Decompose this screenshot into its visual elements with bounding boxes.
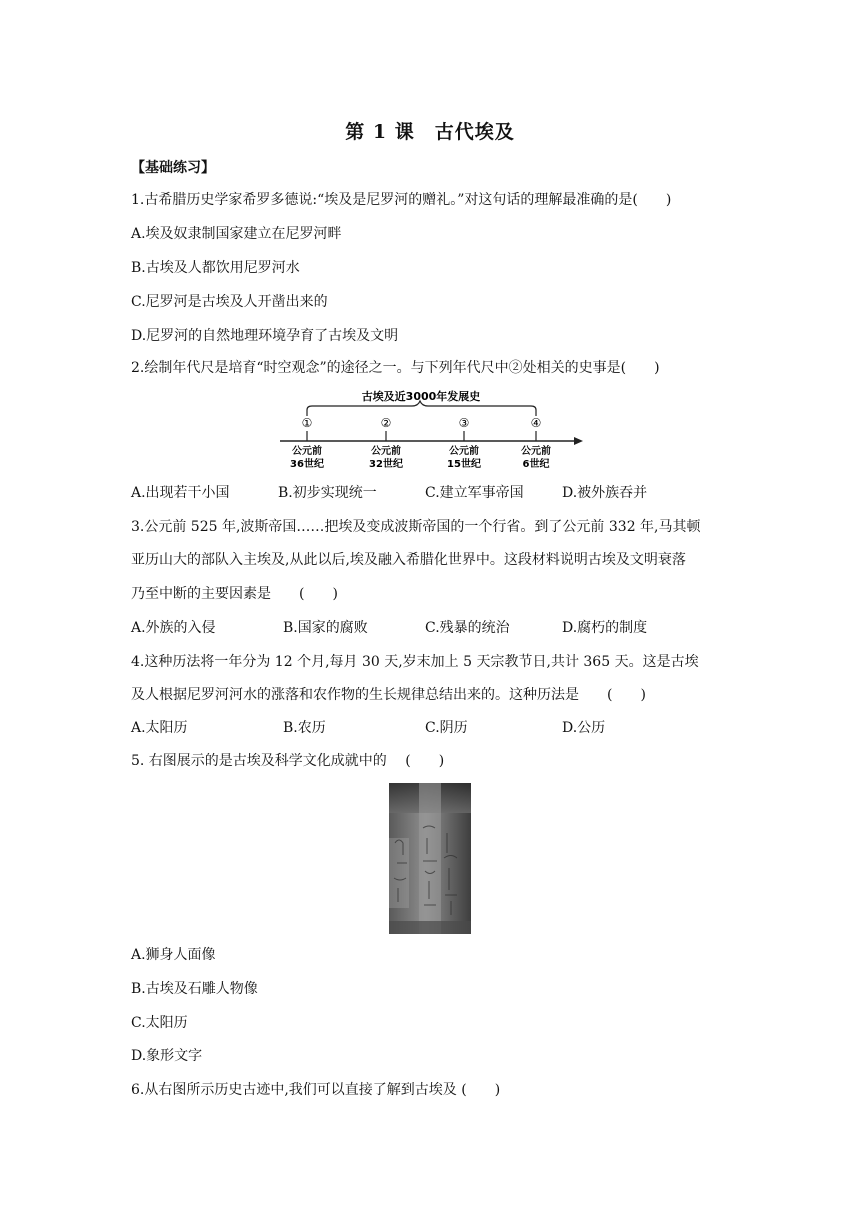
q3-stem-line-3: 乃至中断的主要因素是 ( ) [131, 586, 338, 602]
q1-stem: 1.古希腊历史学家希罗多德说:“埃及是尼罗河的赠礼。”对这句话的理解最准确的是( ) [131, 192, 672, 208]
timeline-label2-1: 36世纪 [290, 459, 324, 470]
q1-option-d: D.尼罗河的自然地理环境孕育了古埃及文明 [131, 328, 399, 344]
q1-option-b: B.古埃及人都饮用尼罗河水 [131, 260, 300, 276]
q4-option-d: D.公历 [562, 720, 606, 736]
q5-option-b: B.古埃及石雕人物像 [131, 981, 258, 997]
timeline-label2-2: 32世纪 [369, 459, 403, 470]
timeline-label2-4: 6世纪 [522, 459, 550, 470]
q1-option-c: C.尼罗河是古埃及人开凿出来的 [131, 294, 328, 310]
carved-pillar-photo [389, 783, 471, 934]
timeline-mark-1 [290, 416, 324, 470]
q2-option-d: D.被外族吞并 [562, 485, 648, 501]
timeline-diagram [278, 386, 588, 474]
timeline-mark-3 [447, 416, 481, 470]
q6-stem: 6.从右图所示历史古迹中,我们可以直接了解到古埃及 ( ) [131, 1082, 501, 1098]
q5-option-a: A.狮身人面像 [131, 947, 216, 963]
q3-option-a: A.外族的入侵 [131, 620, 216, 636]
q3-option-d: D.腐朽的制度 [562, 620, 648, 636]
timeline-label1-4: 公元前 [521, 446, 551, 457]
q4-option-b: B.农历 [283, 720, 326, 736]
q3-stem-line-1: 3.公元前 525 年,波斯帝国……把埃及变成波斯帝国的一个行省。到了公元前 332 年,马其顿 [131, 519, 701, 535]
timeline-num-2: ② [380, 416, 392, 430]
timeline-label2-3: 15世纪 [447, 459, 481, 470]
q2-option-b: B.初步实现统一 [278, 485, 377, 501]
q1-option-a: A.埃及奴隶制国家建立在尼罗河畔 [131, 226, 342, 242]
q4-option-a: A.太阳历 [131, 720, 188, 736]
q3-option-c: C.残暴的统治 [425, 620, 510, 636]
q4-stem-line-2: 及人根据尼罗河河水的涨落和农作物的生长规律总结出来的。这种历法是 ( ) [131, 687, 646, 703]
timeline-num-3: ③ [458, 416, 470, 430]
q5-option-d: D.象形文字 [131, 1048, 203, 1064]
q5-stem: 5. 右图展示的是古埃及科学文化成就中的 ( ) [131, 753, 445, 769]
timeline-num-1: ① [301, 416, 313, 430]
timeline-num-4: ④ [530, 416, 542, 430]
q5-option-c: C.太阳历 [131, 1015, 188, 1031]
q2-option-c: C.建立军事帝国 [425, 485, 524, 501]
page-title: 第 1 课 古代埃及 [345, 121, 515, 143]
q3-option-b: B.国家的腐败 [283, 620, 368, 636]
q4-option-c: C.阴历 [425, 720, 468, 736]
timeline-mark-4 [521, 416, 551, 470]
timeline-title: 古埃及近3000年发展史 [361, 390, 481, 403]
timeline-arrow [574, 437, 583, 445]
timeline-label1-2: 公元前 [371, 446, 401, 457]
timeline-label1-3: 公元前 [449, 446, 479, 457]
q4-stem-line-1: 4.这种历法将一年分为 12 个月,每月 30 天,岁末加上 5 天宗教节日,共计 365 天。这是古埃 [131, 654, 699, 670]
timeline-mark-2 [369, 416, 403, 470]
timeline-brace [307, 401, 536, 416]
q2-stem: 2.绘制年代尺是培育“时空观念”的途径之一。与下列年代尺中②处相关的史事是( ) [131, 360, 660, 376]
section-heading: 【基础练习】 [131, 160, 215, 176]
timeline-label1-1: 公元前 [292, 446, 322, 457]
q3-stem-line-2: 亚历山大的部队入主埃及,从此以后,埃及融入希腊化世界中。这段材料说明古埃及文明衰落 [131, 552, 686, 568]
q2-option-a: A.出现若干小国 [131, 485, 230, 501]
